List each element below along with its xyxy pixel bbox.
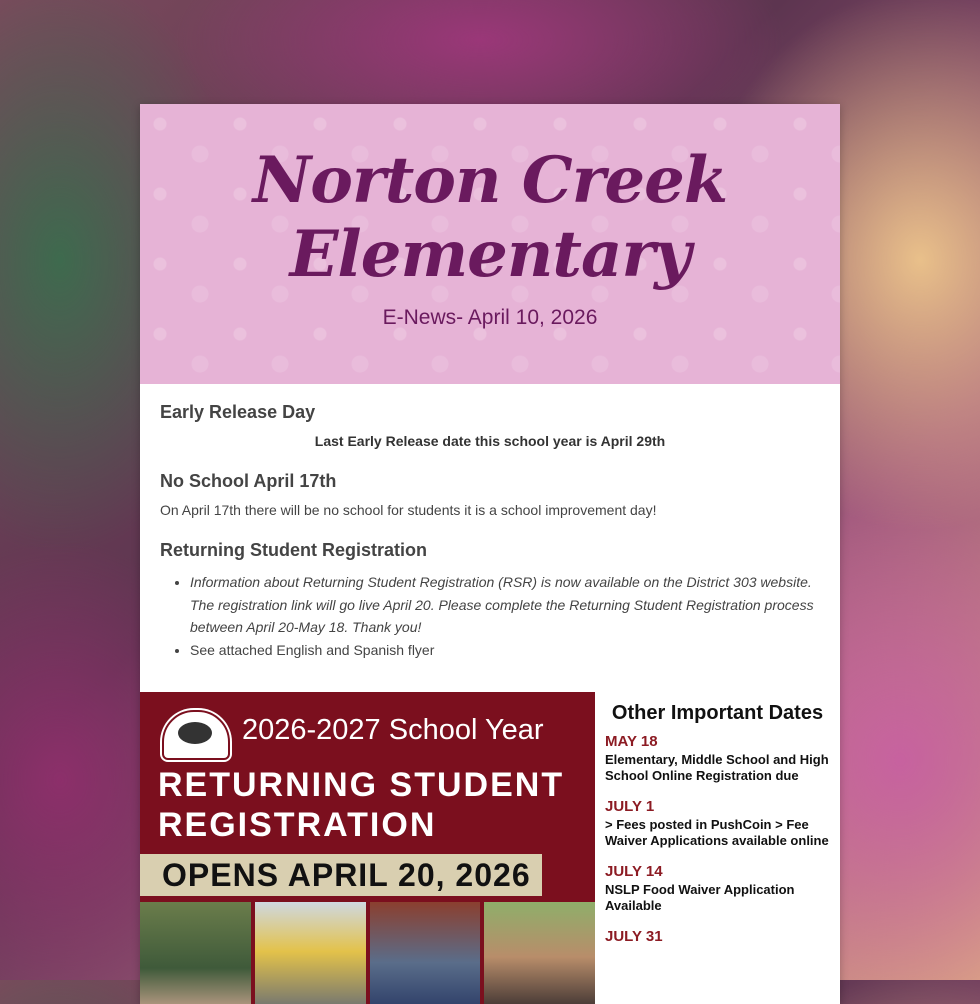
newsletter-card (140, 104, 840, 1004)
date-label: JULY 31 (605, 928, 663, 945)
registration-list (160, 571, 820, 661)
flyer-headline-1: RETURNING STUDENT (158, 766, 565, 804)
flyer-opens-date: OPENS APRIL 20, 2026 (140, 854, 542, 896)
date-label: JULY 1 (605, 798, 655, 815)
registration-flyer-image[interactable] (140, 692, 840, 1004)
newsletter-body (140, 384, 840, 661)
district-seal-icon (162, 710, 230, 760)
students-photo (370, 902, 481, 1004)
date-description: Elementary, Middle School and High School Online Registration due (605, 752, 829, 783)
early-release-text: Last Early Release date this school year is April 29th (314, 433, 666, 449)
flyer-photo-strip (140, 902, 595, 1004)
flyer-main-panel (140, 692, 595, 1004)
title-line-2: Elementary (289, 217, 691, 292)
title-line-1: Norton Creek (252, 143, 728, 218)
date-description: NSLP Food Waiver Application Available (605, 882, 795, 913)
important-dates-title: Other Important Dates (611, 702, 824, 724)
list-item (190, 639, 820, 662)
flyer-school-year: 2026-2027 School Year (242, 714, 544, 746)
newsletter-date: E-News- April 10, 2026 (382, 306, 598, 329)
classroom-photo (140, 902, 251, 1004)
flyer-headline-2: REGISTRATION (158, 806, 437, 844)
registration-heading: Returning Student Registration (160, 540, 427, 560)
list-item (190, 571, 820, 639)
newsletter-header (140, 104, 840, 384)
school-title (140, 104, 840, 292)
early-release-heading: Early Release Day (160, 402, 316, 422)
no-school-heading: No School April 17th (160, 471, 337, 491)
registration-info-text: Information about Returning Student Registration (RSR) is now available on the District 303 website. The registration link will go live April 20. Please complete the Returning Student Registration process between April 20-May 18. Thank you! (190, 574, 814, 635)
important-dates-panel (595, 692, 840, 1004)
date-label: JULY 14 (605, 863, 663, 880)
students-group-photo (484, 902, 595, 1004)
date-description: > Fees posted in PushCoin > Fee Waiver Applications available online (605, 817, 829, 848)
date-label: MAY 18 (605, 733, 658, 750)
no-school-text: On April 17th there will be no school for students it is a school improvement day! (160, 502, 657, 518)
flyer-note-text: See attached English and Spanish flyer (190, 641, 435, 658)
school-bus-photo (255, 902, 366, 1004)
